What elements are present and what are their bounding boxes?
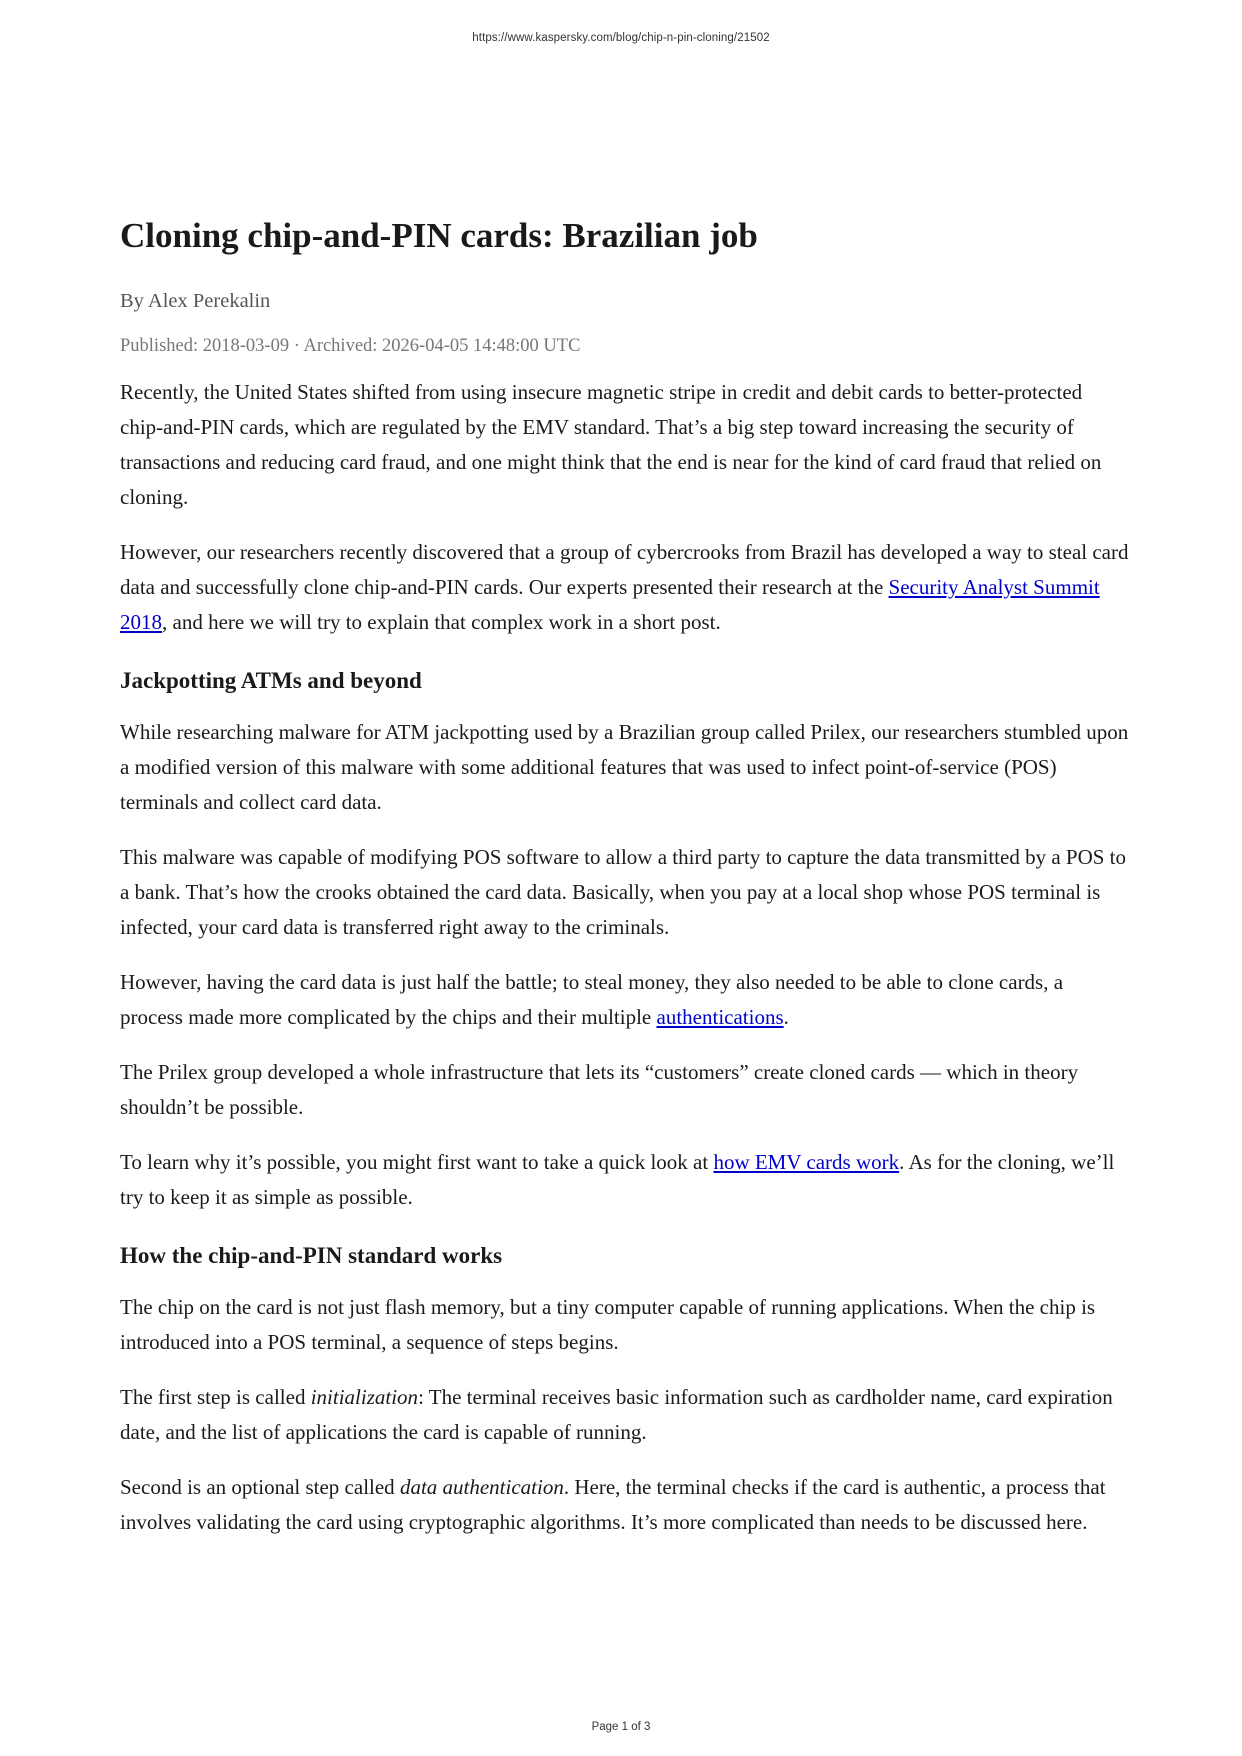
- security-analyst-summit-link[interactable]: Security Analyst Summit 2018: [120, 575, 1100, 634]
- article-byline: By Alex Perekalin: [120, 290, 271, 312]
- paragraph-9: [120, 1380, 1130, 1450]
- paragraph-7-text: To learn why it’s possible, you might first want to take a quick look at: [120, 1150, 714, 1174]
- paragraph-10-text: Second is an optional step called: [120, 1475, 400, 1499]
- paragraph-2-text: However, our researchers recently discovered that a group of cybercrooks from Brazil has developed a way to steal card data and successfully clone chip-and-PIN cards. Our experts presented their research at the: [120, 540, 1129, 599]
- paragraph-4: This malware was capable of modifying POS software to allow a third party to capture the data transmitted by a POS to a bank. That’s how the crooks obtained the card data. Basically, when you pay at a local shop whose POS terminal is infected, your card data is transferred right away to the criminals.: [120, 845, 1127, 939]
- article-meta: Published: 2018-03-09 · Archived: 2026-04-05 14:48:00 UTC: [120, 336, 581, 356]
- section-heading-chip-and-pin: How the chip-and-PIN standard works: [120, 1243, 503, 1268]
- paragraph-5-text: However, having the card data is just half the battle; to steal money, they also needed to be able to clone cards, a process made more complicated by the chips and their multiple: [120, 970, 1064, 1029]
- paragraph-5: [120, 965, 1130, 1035]
- paragraph-5-text-end: .: [783, 1005, 789, 1029]
- article-title: Cloning chip-and-PIN cards: Brazilian job: [120, 216, 758, 255]
- article: [120, 213, 1130, 1560]
- paragraph-8: The chip on the card is not just flash memory, but a tiny computer capable of running applications. When the chip is introduced into a POS terminal, a sequence of steps begins.: [120, 1295, 1096, 1354]
- initialization-term: initialization: [310, 1385, 419, 1409]
- authentications-link[interactable]: authentications: [656, 1005, 784, 1029]
- paragraph-7-text-end: . As for the cloning, we’ll try to keep it as simple as possible.: [120, 1150, 1115, 1209]
- page-url: https://www.kaspersky.com/blog/chip-n-pin-cloning/21502: [472, 32, 770, 44]
- paragraph-1: Recently, the United States shifted from using insecure magnetic stripe in credit and debit cards to better-protected chip-and-PIN cards, which are regulated by the EMV standard. That’s a big step toward increasing the security of transactions and reducing card fraud, and one might think that the end is near for the kind of card fraud that relied on cloning.: [120, 380, 1102, 509]
- paragraph-2-text-end: , and here we will try to explain that complex work in a short post.: [162, 610, 721, 634]
- paragraph-2: [120, 535, 1130, 640]
- paragraph-3: While researching malware for ATM jackpotting used by a Brazilian group called Prilex, our researchers stumbled upon a modified version of this malware with some additional features that was used to infect point-of-service (POS) terminals and collect card data.: [120, 720, 1129, 814]
- data-authentication-term: data authentication: [399, 1475, 564, 1499]
- paragraph-9-text: The first step is called: [120, 1385, 311, 1409]
- paragraph-10: [120, 1470, 1130, 1540]
- how-emv-cards-work-link[interactable]: how EMV cards work: [713, 1150, 900, 1174]
- paragraph-10-text-end: . Here, the terminal checks if the card is authentic, a process that involves validating the card using cryptographic algorithms. It’s more complicated than needs to be discussed here.: [120, 1475, 1106, 1534]
- paragraph-7: [120, 1145, 1130, 1215]
- page-number: Page 1 of 3: [591, 1721, 651, 1733]
- paragraph-6: The Prilex group developed a whole infrastructure that lets its “customers” create cloned cards — which in theory shouldn’t be possible.: [120, 1060, 1079, 1119]
- paragraph-9-text-end: : The terminal receives basic information such as cardholder name, card expiration date, and the list of applications the card is capable of running.: [120, 1385, 1113, 1444]
- section-heading-jackpotting: Jackpotting ATMs and beyond: [120, 668, 422, 693]
